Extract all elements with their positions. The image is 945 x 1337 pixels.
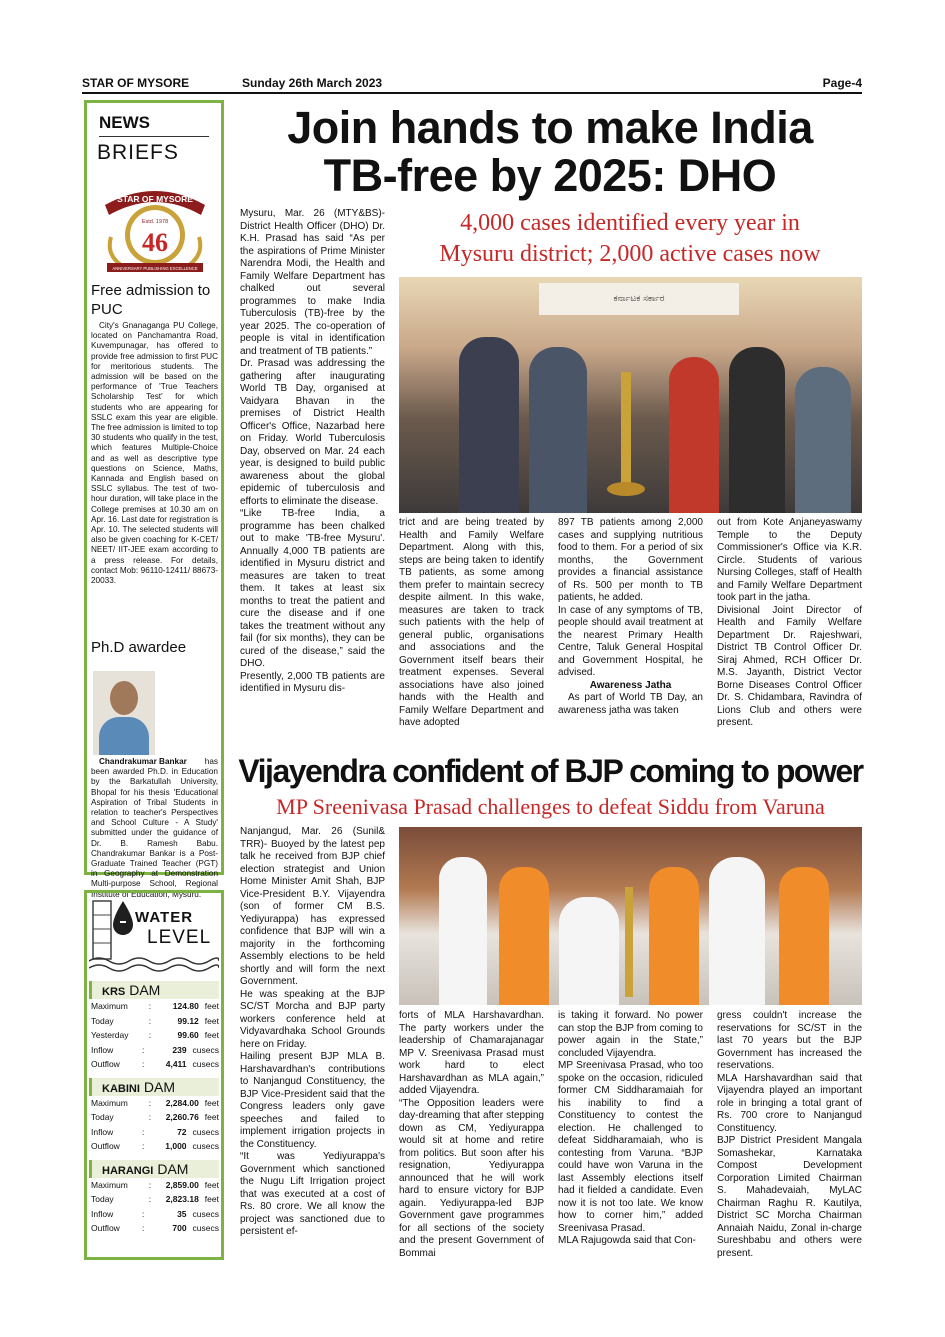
dam-row-value: 72 — [177, 1126, 187, 1137]
story1-col4: out from Kote Anjaneyaswamy Temple to the Deputy Commissioner's Office via K.R. Circle. Students of various Nursing Colleges, staff of Health and Family Welfare Department took part in the jatha. Divisional Joint Director of Health and Family Welfare Department Dr. Rajeshwari, District TB Control Officer Dr. Siraj Ahmed, RCH Officer Dr. M.S. Jayanth, District Vector Borne Diseases Control Officer Dr. S. Chidambara, Ravindra of Lions Club and others were present. — [717, 517, 862, 728]
dam-row — [89, 1014, 219, 1029]
dam-row-colon: : — [148, 1015, 152, 1026]
dam-row-label: Inflow — [91, 1208, 114, 1219]
person — [795, 367, 851, 513]
dam-row-value: 239 — [172, 1044, 187, 1055]
person — [439, 857, 487, 1005]
story1-deck — [398, 208, 862, 270]
logo-number: 46 — [142, 228, 168, 257]
lamp — [625, 887, 633, 997]
dam-row-value: 99.12 — [177, 1015, 199, 1026]
brief2-title: Ph.D awardee — [91, 639, 187, 656]
dam-row — [89, 1178, 219, 1193]
dam-row-unit: feet — [204, 1194, 219, 1204]
photo-face — [110, 681, 138, 715]
person — [729, 347, 785, 513]
person — [499, 867, 549, 1005]
drop-dash — [120, 921, 126, 923]
story1-col2: trict and are being treated by Health and Family Welfare Department. Along with this, steps are being taken to identify TB patients, as some among them prefer to maintain secrecy despite ailment. In this wake, measures are taken to track such patients with the help of general public, organisations and associations and the Government itself bears their treatment expenses. Several associations have also joined hands with the Health and Family Welfare Department and have adopted — [399, 517, 544, 728]
dam-row — [89, 1096, 219, 1111]
dam-row-colon: : — [142, 1208, 145, 1219]
lamp — [621, 372, 631, 492]
story2-col4: gress couldn't increase the reservations for SC/ST in the last 70 years but the BJP Government has increased the reservations. MLA Harshavardhan said that Vijayendra played an important role in bringing a total grant of Rs. 700 crore to Nanjangud Constituency. BJP District President Mangala Somashekar, Karnataka Compost Development Corporation Limited Chairman S. Mahadevaiah, MyLAC Chairman Raghu R. Kautilya, District SC Morcha Chairman Annaiah Naidu, Zonal in-charge Sureshbabu and others were present. — [717, 1010, 862, 1259]
story2-photo — [399, 827, 862, 1005]
dam-row-colon: : — [142, 1059, 145, 1069]
story1-col3 — [558, 517, 703, 717]
masthead — [82, 74, 862, 94]
headline-line2: TB-free by 2025: DHO — [323, 150, 777, 201]
person — [529, 347, 587, 513]
level-label: LEVEL — [147, 927, 212, 948]
dam-row — [89, 1110, 219, 1125]
dam-row-unit: cusecs — [192, 1059, 220, 1069]
anniversary-logo — [97, 177, 213, 277]
dam-row-value: 2,260.76 — [165, 1112, 199, 1122]
dam-row-label: Today — [91, 1112, 114, 1122]
dam-heading — [89, 1078, 219, 1096]
awareness-jatha-subhead: Awareness Jatha — [589, 679, 672, 691]
dam-name: HARANGI — [102, 1164, 154, 1177]
dam-row-label: Outflow — [91, 1141, 120, 1151]
dam-heading — [89, 1160, 219, 1178]
dam-row-unit: feet — [204, 1179, 219, 1190]
person — [779, 867, 829, 1005]
logo-estd: Estd. 1978 — [141, 219, 169, 225]
dam-name: KABINI — [102, 1082, 140, 1095]
photo-shirt — [99, 717, 149, 755]
person — [709, 857, 765, 1005]
dam-row-value: 124.80 — [172, 1001, 199, 1011]
story1-col1: Mysuru, Mar. 26 (MTY&BS)- District Health Officer (DHO) Dr. K.H. Prasad has said “As per the aspirations of Prime Minister Narendra Modi, the Health and Family Welfare Department has chalked out several programmes to make India Tuberculosis (TB)-free by the year 2025. The co-operation of people is vital in identification and treatment of TB patients.” Dr. Prasad was addressing the gathering after inaugurating World TB Day, organised at Vaidyara Bhavan in the premises of District Health Officer's Office, Nazarbad here on Friday. World Tuberculosis Day, observed on Mar. 24 each year, is designed to build public awareness about the global epidemic of tuberculosis and efforts to eliminate the disease. “Like TB-free India, a programme has been chalked out to make 'TB-free Mysuru'. Annually 4,000 TB patients are identified in Mysuru district and measures are taken to treat them. It takes at least six months to treat the patient and cure the disease and if one takes the treatment without any fail (for six months), they can be cured of the disease,” said the DHO. Presently, 2,000 TB patients are identified in Mysuru dis- — [240, 208, 385, 694]
dam-row-label: Today — [91, 1194, 114, 1204]
story2-headline: Vijayendra confident of BJP coming to power — [238, 753, 863, 789]
person — [459, 337, 519, 513]
dam-row-unit: feet — [204, 1097, 219, 1108]
story2-col1: Nanjangud, Mar. 26 (Sunil& TRR)- Buoyed by the latest pep talk he received from BJP chief election strategist and Union Home Minister Amit Shah, BJP Vice-President B.Y. Vijayendra (son of former CM B.S. Yediyurappa) has expressed confidence that BJP will win a majority in the forthcoming Assembly elections to be held shortly and will form the next Government. He was speaking at the BJP SC/ST Morcha and BJP party workers conference held at Vidyavardhaka School Grounds here on Friday. Hailing present BJP MLA B. Harshavardhan's contributions to Nanjangud Constituency, the BJP Vice-President said that the Congress leaders only gave speeches and failed to implement irrigation projects in the Constituency. “It was Yediyurappa's Government which sanctioned the Nugu Lift Irrigation project that was executed at a cost of Rs. 80 crore. We all know the project was sanctioned due to persistent ef- — [240, 826, 385, 1237]
person — [559, 897, 619, 1005]
dam-row-colon: : — [148, 1179, 152, 1190]
dam-row-label: Inflow — [91, 1126, 114, 1137]
deck-line1: 4,000 cases identified every year in — [460, 210, 800, 236]
story2-deck: MP Sreenivasa Prasad challenges to defeat Siddu from Varuna — [276, 794, 825, 819]
dam-row-label: Maximum — [91, 1097, 128, 1108]
awardee-name: Chandrakumar Bankar — [99, 757, 187, 766]
dam-row-colon: : — [148, 1001, 152, 1011]
headline-line1: Join hands to make India — [287, 102, 813, 153]
dam-row-unit: cusecs — [192, 1044, 220, 1055]
dam-row-value: 2,859.00 — [165, 1179, 199, 1190]
divider — [99, 136, 209, 137]
dam-row-colon: : — [142, 1126, 145, 1137]
dam-row-colon: : — [148, 1097, 152, 1108]
logo-name: STAR OF MYSORE — [117, 194, 193, 204]
story1-photo — [399, 277, 862, 513]
briefs-label: BRIEFS — [97, 141, 179, 164]
dam-row-value: 99.60 — [177, 1030, 199, 1040]
awardee-photo — [93, 671, 155, 755]
dam-row-label: Maximum — [91, 1001, 128, 1011]
dam-row-unit: feet — [204, 1001, 219, 1011]
news-briefs-box — [84, 100, 224, 899]
lamp-base — [607, 482, 645, 496]
dam-suffix: DAM — [157, 1160, 189, 1177]
dam-row-unit: cusecs — [192, 1208, 220, 1219]
dam-suffix: DAM — [129, 982, 161, 998]
dam-row-unit: cusecs — [192, 1141, 220, 1151]
col3-text-b: As part of World TB Day, an awareness jatha was taken — [558, 692, 703, 716]
dam-row — [89, 1057, 219, 1072]
dam-row — [89, 1207, 219, 1222]
brief1-body: City's Gnanaganga PU College, located on Panchamantra Road, Kuvempunagar, has offered to provide free admission to first PUC for meritorious students. The admission will be based on the performance of 'True Teachers Scholarship Test' for which students who are appearing for SSLC exam this year are eligible. The free admission is limited to top 30 students who qualify in the test, which features Multiple-Choice and as well as descriptive type questions on Science, Maths, Kannada and English based on SSLC syllabus. The test of two-hour duration, will take place in the College premises at 10.30 am on Apr. 16. Last date for registration is Apr. 10. The selected students will also be given coaching for K-CET/ NEET/ IIT-JEE exam according to a press release. For details, contact Mob: 96110-12411/ 88673-20033. — [91, 321, 218, 586]
dam-row-label: Maximum — [91, 1179, 128, 1190]
dam-row — [89, 1139, 219, 1154]
person — [669, 357, 719, 513]
dam-row-label: Today — [91, 1015, 114, 1026]
stage-banner: ಕರ್ನಾಟಕ ಸರ್ಕಾರ — [539, 283, 739, 315]
dam-row-colon: : — [148, 1194, 152, 1204]
col3-text: 897 TB patients among 2,000 cases and supplying nutritious food to them. For a period of six months, the Government provides a financial assistance of Rs. 500 per month to TB patients, he added. In case of any symptoms of TB, people should avail treatment at the nearest Primary Health Centre, Taluk General Hospital and Government Hospital, he advised. — [558, 517, 703, 678]
dam-row-unit: cusecs — [192, 1126, 220, 1137]
dam-row-colon: : — [148, 1112, 152, 1122]
dam-row-value: 2,823.18 — [165, 1194, 199, 1204]
dam-row-value: 4,411 — [165, 1059, 187, 1069]
dam-row-value: 1,000 — [165, 1141, 187, 1151]
issue-date: Sunday 26th March 2023 — [242, 76, 383, 90]
brief1-title: Free admission to PUC — [91, 282, 211, 318]
dam-row-unit: cusecs — [192, 1223, 220, 1233]
wave-line — [89, 965, 219, 971]
dam-row-colon: : — [148, 1030, 152, 1040]
dam-row-unit: feet — [204, 1030, 219, 1040]
dam-row-colon: : — [142, 1223, 145, 1233]
dam-row-colon: : — [142, 1044, 145, 1055]
dam-row-label: Yesterday — [91, 1030, 129, 1040]
brief2-text-side: has been awarded Ph.D. in Education by the Barkatullah University, Bhopal for his thesis 'Educational Aspiration — [91, 757, 218, 807]
dam-row-value: 35 — [177, 1208, 187, 1219]
story2-col2: forts of MLA Harshavardhan. The party workers under the leadership of Chamarajanagar MP V. Sreenivasa Prasad must work hard to elect Harshavardhan as MLA again,” added Vijayendra. “The Opposition leaders were day-dreaming that after stepping down as CM, Yediyurappa would sit at home and retire from politics. But soon after his resignation, Yediyurappa announced that he will work hard to ensure victory for BJP again. Yediyurappa-led BJP Government gave programmes for all sections of the society and the present Government of Bommai — [399, 1010, 544, 1259]
water-label: WATER — [135, 909, 194, 926]
dam-row-colon: : — [142, 1141, 145, 1151]
dam-row-value: 700 — [172, 1223, 187, 1233]
dam-row — [89, 1125, 219, 1140]
water-drop-icon — [113, 901, 133, 935]
person — [649, 867, 699, 1005]
dam-row-value: 2,284.00 — [165, 1097, 199, 1108]
water-level-box — [84, 890, 224, 1260]
deck-line2: Mysuru district; 2,000 active cases now — [439, 241, 821, 267]
story2-col3: is taking it forward. No power can stop the BJP from coming to power again in the State,” concluded Vijayendra. MP Sreenivasa Prasad, who too spoke on the occasion, ridiculed former CM Siddharamaiah for his inability to find a Constituency to contest the election. He challenged to defeat Siddharamaiah, who is contesting from Varuna. “BJP could have won Varuna in the last Assembly elections itself had it fielded a candidate. Even now it is not too late. We know how to corner him,” added Sreenivasa Prasad. MLA Rajugowda said that Con- — [558, 1010, 703, 1246]
brief2-text-rest: of Tribal Students in relation to teacher's Perspectives and School Culture - A Study' submitted under the guidance of Dr. B. Ramesh Babu. Chandrakumar Bankar is a Post-Graduate Trained Teacher (PGT) in Geography at Demonstration Multi-purpose School, Regional Institute of Education, Mysuru. — [91, 797, 218, 899]
dam-list — [89, 981, 219, 1236]
dam-heading — [89, 981, 219, 999]
page-number: Page-4 — [822, 76, 862, 90]
story1-headline — [230, 104, 870, 200]
news-label: NEWS — [99, 113, 150, 132]
dam-row — [89, 999, 219, 1014]
paper-name: STAR OF MYSORE — [82, 76, 190, 90]
dam-row — [89, 1028, 219, 1043]
building-outline — [93, 901, 111, 959]
dam-suffix: DAM — [143, 1078, 176, 1095]
dam-row — [89, 1221, 219, 1236]
dam-row-label: Outflow — [91, 1223, 120, 1233]
dam-row-label: Inflow — [91, 1044, 114, 1055]
dam-row-label: Outflow — [91, 1059, 120, 1069]
dam-row — [89, 1043, 219, 1058]
dam-row — [89, 1192, 219, 1207]
logo-tagline: ANNIVERSARY PUBLISHING EXCELLENCE — [112, 266, 198, 271]
dam-row-unit: feet — [204, 1015, 219, 1026]
dam-row-unit: feet — [204, 1112, 219, 1122]
dam-name: KRS — [102, 986, 126, 998]
